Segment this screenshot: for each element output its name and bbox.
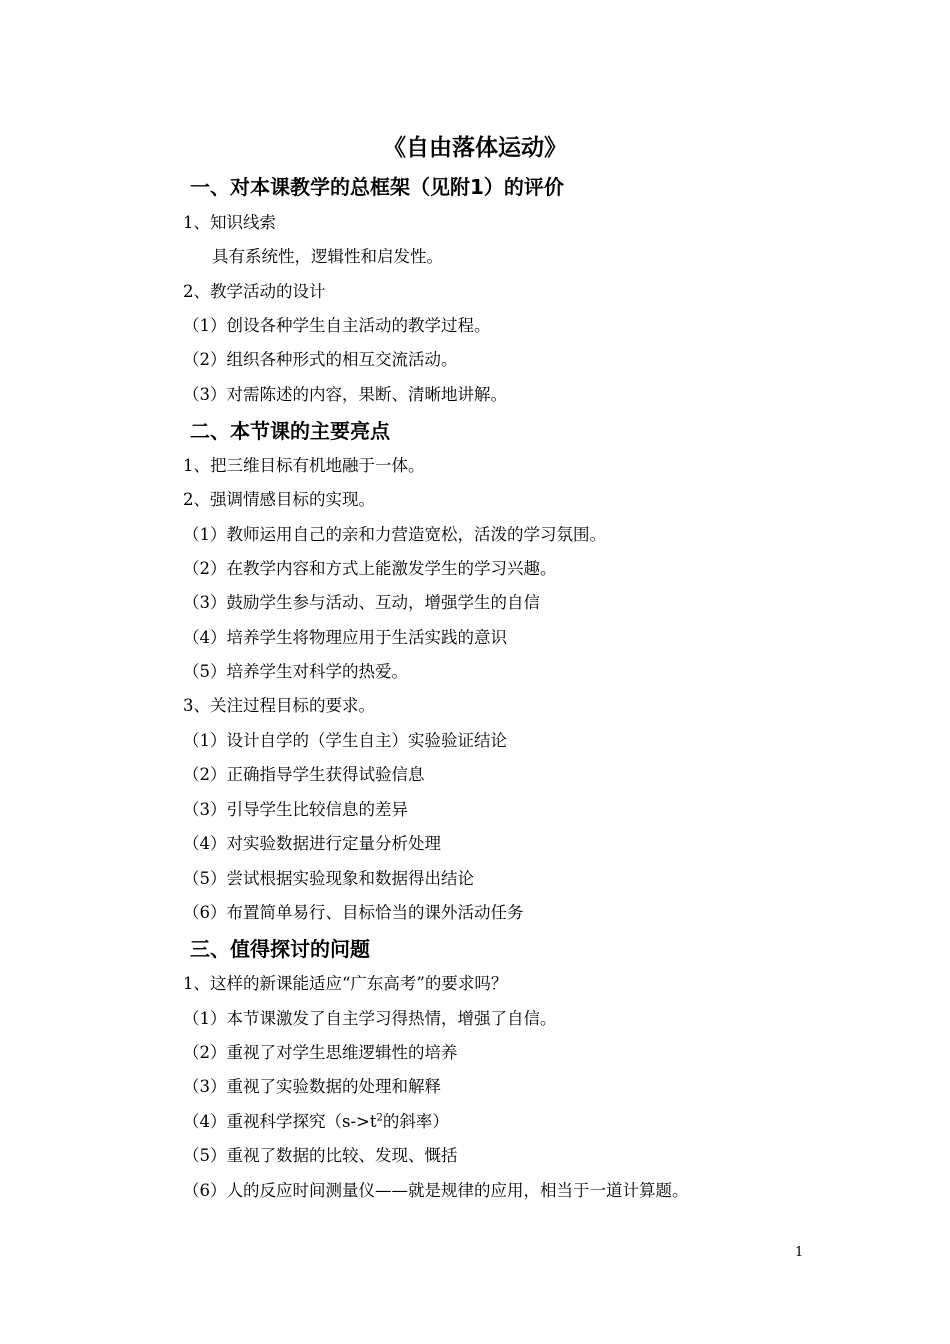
superscript-exponent: 2 <box>376 1112 383 1124</box>
page-number: 1 <box>795 1245 804 1260</box>
section-3-line-5-part-2: 的斜率） <box>382 1112 449 1131</box>
section-2-line-9: （1）设计自学的（学生自主）实验验证结论 <box>183 731 507 750</box>
section-3-line-6: （5）重视了数据的比较、发现、慨括 <box>183 1146 458 1165</box>
section-heading-2: 二、本节课的主要亮点 <box>190 419 390 443</box>
section-2-line-6: （4）培养学生将物理应用于生活实践的意识 <box>183 628 507 647</box>
section-3-line-7: （6）人的反应时间测量仪——就是规律的应用，相当于一道计算题。 <box>183 1181 689 1200</box>
section-2-line-2: 2、强调情感目标的实现。 <box>183 490 375 509</box>
section-2-line-3: （1）教师运用自己的亲和力营造宽松，活泼的学习氛围。 <box>183 525 606 544</box>
section-1-line-2: 具有系统性，逻辑性和启发性。 <box>212 247 443 266</box>
section-1-line-1: 1、知识线索 <box>183 213 276 232</box>
section-1-line-3: 2、教学活动的设计 <box>183 282 326 301</box>
section-3-line-1: 1、这样的新课能适应“广东高考”的要求吗？ <box>183 974 508 993</box>
section-2-line-14: （6）布置简单易行、目标恰当的课外活动任务 <box>183 903 524 922</box>
section-2-line-10: （2）正确指导学生获得试验信息 <box>183 765 425 784</box>
section-2-line-11: （3）引导学生比较信息的差异 <box>183 800 408 819</box>
section-2-line-4: （2）在教学内容和方式上能激发学生的学习兴趣。 <box>183 559 557 578</box>
section-heading-3: 三、值得探讨的问题 <box>190 937 370 961</box>
section-3-line-5 <box>183 1109 449 1135</box>
section-1-line-4: （1）创设各种学生自主活动的教学过程。 <box>183 316 491 335</box>
section-1-line-6: （3）对需陈述的内容，果断、清晰地讲解。 <box>183 385 507 404</box>
section-2-line-7: （5）培养学生对科学的热爱。 <box>183 662 408 681</box>
section-2-line-8: 3、关注过程目标的要求。 <box>183 696 375 715</box>
section-2-line-13: （5）尝试根据实验现象和数据得出结论 <box>183 869 474 888</box>
section-3-line-4: （3）重视了实验数据的处理和解释 <box>183 1077 441 1096</box>
section-heading-1: 一、对本课教学的总框架（见附1）的评价 <box>190 175 564 199</box>
document-title: 《自由落体运动》 <box>383 135 567 161</box>
section-2-line-1: 1、把三维目标有机地融于一体。 <box>183 456 425 475</box>
section-3-line-3: （2）重视了对学生思维逻辑性的培养 <box>183 1043 458 1062</box>
section-3-line-2: （1）本节课激发了自主学习得热情，增强了自信。 <box>183 1009 557 1028</box>
section-2-line-12: （4）对实验数据进行定量分析处理 <box>183 834 441 853</box>
section-1-line-5: （2）组织各种形式的相互交流活动。 <box>183 350 458 369</box>
section-2-line-5: （3）鼓励学生参与活动、互动，增强学生的自信 <box>183 593 540 612</box>
section-3-line-5-part-1: （4）重视科学探究（s->t <box>183 1112 377 1131</box>
